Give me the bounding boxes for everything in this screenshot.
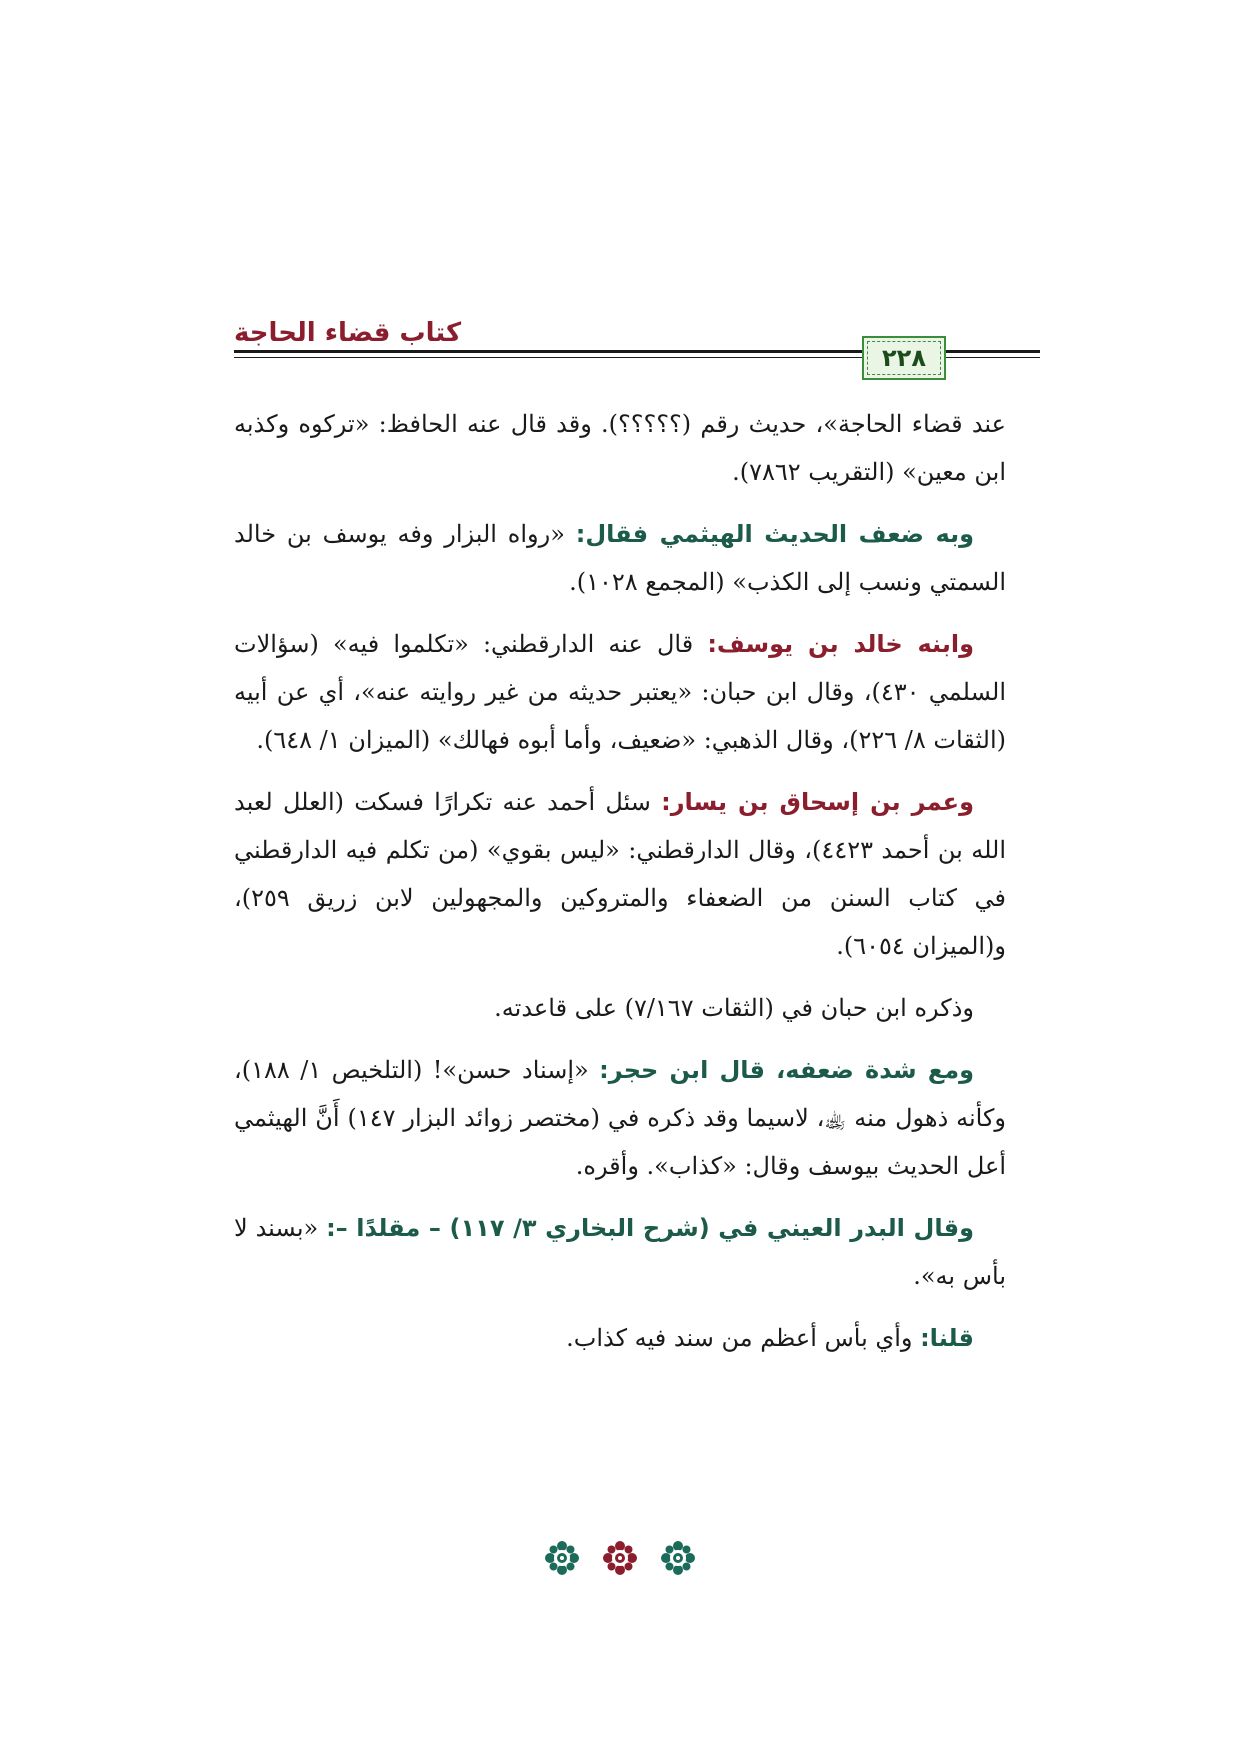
paragraph-5: [234, 984, 1006, 1032]
page-body: [234, 400, 1006, 1376]
paragraph-4: [234, 778, 1006, 970]
paragraph-3-text: قال عنه الدارقطني: «تكلموا فيه» (سؤالات السلمي ٤٣٠)، وقال ابن حبان: «يعتبر حديثه من غير روايته عنه»، أي عن أبيه (الثقات ٨/ ٢٢٦)، وقال الذهبي: «ضعيف، وأما أبوه فهالك» (الميزان ١/ ٦٤٨).: [234, 630, 1007, 754]
flower-ornament-icon: [544, 1540, 580, 1576]
paragraph-6: [234, 1046, 1006, 1190]
paragraph-8-text: وأي بأس أعظم من سند فيه كذاب.: [566, 1324, 921, 1352]
page-number-badge: [862, 336, 946, 380]
paragraph-7: [234, 1204, 1006, 1300]
paragraph-7-lead: وقال البدر العيني في (شرح البخاري ٣/ ١١٧) – مقلدًا –:: [326, 1214, 974, 1242]
paragraph-1: [234, 400, 1006, 496]
paragraph-3-lead: وابنه خالد بن يوسف:: [707, 630, 974, 658]
paragraph-6-text: «إسناد حسن»! (التلخيص ١/ ١٨٨)، وكأنه ذهول منه ﵀، لاسيما وقد ذكره في (مختصر زوائد البزار ١٤٧) أَنَّ الهيثمي أعل الحديث بيوسف وقال: «كذاب». وأقره.: [234, 1056, 1007, 1180]
paragraph-5-text: وذكره ابن حبان في (الثقات ٧/١٦٧) على قاعدته.: [494, 994, 974, 1022]
paragraph-2-text: «رواه البزار وفه يوسف بن خالد السمتي ونسب إلى الكذب» (المجمع ١٠٢٨).: [234, 520, 1006, 596]
paragraph-2: [234, 510, 1006, 606]
paragraph-8-lead: قلنا:: [920, 1324, 974, 1352]
flower-ornament-icon: [602, 1540, 638, 1576]
paragraph-2-lead: وبه ضعف الحديث الهيثمي فقال:: [575, 520, 974, 548]
section-end-ornaments: [0, 1540, 1240, 1576]
header-rule-thin-right: [955, 357, 1040, 358]
paragraph-8: [234, 1314, 1006, 1362]
paragraph-4-text: سئل أحمد عنه تكرارًا فسكت (العلل لعبد الله بن أحمد ٤٤٢٣)، وقال الدارقطني: «ليس بقوي» (من تكلم فيه الدارقطني في كتاب السنن من الضعفاء والمتروكين والمجهولين لابن زريق ٢٥٩)، و(الميزان ٦٠٥٤).: [234, 788, 1007, 960]
paragraph-7-text: «بسند لا بأس به».: [234, 1214, 1006, 1290]
book-title: كتاب قضاء الحاجة: [234, 318, 462, 348]
paragraph-1-text: عند قضاء الحاجة»، حديث رقم (؟؟؟؟؟). وقد قال عنه الحافظ: «تركوه وكذبه ابن معين» (التقريب ٧٨٦٢).: [234, 410, 1006, 486]
header-rule-thick-right: [955, 350, 1040, 353]
paragraph-3: [234, 620, 1006, 764]
paragraph-6-lead: ومع شدة ضعفه، قال ابن حجر:: [599, 1056, 974, 1084]
page-number: ٢٢٨: [882, 344, 926, 372]
flower-ornament-icon: [660, 1540, 696, 1576]
paragraph-4-lead: وعمر بن إسحاق بن يسار:: [661, 788, 974, 816]
